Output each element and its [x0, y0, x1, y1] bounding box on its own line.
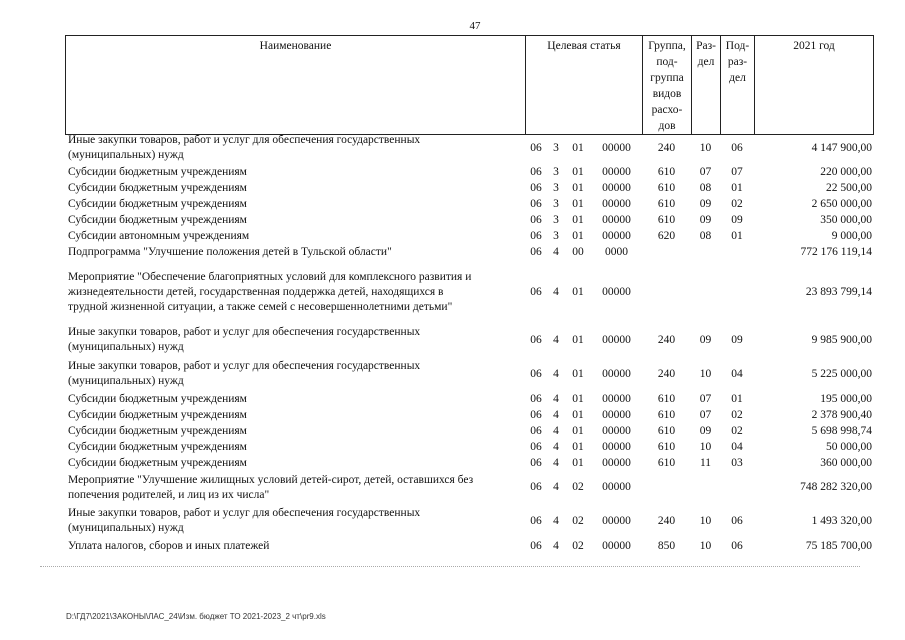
row-name-line: (муниципальных) нужд: [68, 522, 184, 534]
expense-group-code: 240: [657, 367, 676, 380]
target-code-event: 01: [572, 456, 584, 469]
expense-group-code: 610: [657, 392, 676, 405]
target-code-program: 06: [530, 285, 542, 298]
target-code-direction: 00000: [602, 333, 631, 346]
row-name-line: Субсидии бюджетным учреждениям: [68, 456, 247, 469]
row-name: [65, 212, 525, 228]
table-row: [65, 261, 873, 323]
target-code-program: 06: [530, 440, 542, 453]
row-name-line: Иные закупки товаров, работ и услуг для обеспечения государственных: [68, 507, 421, 519]
section-code: 07: [699, 392, 712, 405]
target-code-program: 06: [530, 408, 542, 421]
table-row: [65, 212, 873, 228]
row-name: [65, 228, 525, 244]
row-name-line: Субсидии бюджетным учреждениям: [68, 181, 247, 194]
target-code-direction: 00000: [602, 440, 631, 453]
budget-table: [65, 132, 873, 555]
expense-group-code: 610: [657, 181, 676, 194]
row-name: [65, 164, 525, 180]
amount-2021: 772 176 119,14: [800, 246, 872, 258]
target-code-program: 06: [530, 229, 542, 242]
row-name: [65, 538, 525, 555]
row-name: [65, 423, 525, 439]
section-code: 09: [699, 197, 712, 210]
header-expense-group: [643, 36, 692, 135]
row-name: [65, 323, 525, 357]
subsection-code: 01: [731, 392, 743, 405]
table-row: [65, 244, 873, 261]
target-code-program: 06: [530, 333, 542, 346]
target-code-subprogram: 4: [553, 440, 559, 453]
section-code: 10: [699, 440, 712, 453]
subsection-code: 06: [731, 514, 743, 527]
row-name-line: Иные закупки товаров, работ и услуг для обеспечения государственных: [68, 134, 421, 146]
expense-group-code: 240: [657, 514, 676, 527]
section-code: 10: [699, 141, 712, 154]
amount-2021: 75 185 700,00: [805, 540, 872, 552]
header-line: дов: [658, 120, 676, 132]
target-code-subprogram: 3: [553, 197, 559, 210]
header-line: Раз-: [696, 40, 716, 52]
row-name-line: Субсидии бюджетным учреждениям: [68, 424, 247, 437]
target-code-event: 01: [572, 424, 584, 437]
target-code-direction: 00000: [602, 367, 631, 380]
section-code: 09: [699, 424, 712, 437]
target-code-event: 01: [572, 229, 584, 242]
row-name-line: жизнедеятельности детей, государственная поддержка детей, находящихся в: [68, 285, 444, 298]
expense-group-code: 610: [657, 440, 676, 453]
expense-group-code: 240: [657, 141, 676, 154]
header-line: видов: [652, 88, 682, 100]
amount-2021: 9 000,00: [831, 229, 872, 242]
target-code-event: 01: [572, 367, 584, 380]
row-name-line: Иные закупки товаров, работ и услуг для обеспечения государственных: [68, 360, 421, 372]
row-name: [65, 391, 525, 407]
amount-2021: 2 378 900,40: [811, 408, 872, 421]
expense-group-code: [642, 261, 691, 323]
target-code-event: 02: [572, 481, 584, 493]
header-line: раз-: [727, 56, 748, 68]
amount-2021: 22 500,00: [826, 181, 872, 194]
expense-group-code: [642, 244, 691, 261]
header-subsection: [721, 36, 755, 135]
target-code-event: 01: [572, 141, 584, 154]
target-code-subprogram: 4: [553, 392, 559, 405]
section-code: 09: [699, 333, 712, 346]
section-code: 09: [699, 213, 712, 226]
row-name: [65, 132, 525, 164]
table-row: [65, 439, 873, 455]
target-code-subprogram: 4: [553, 514, 559, 527]
table-row: [65, 180, 873, 196]
target-code-direction: 00000: [602, 285, 631, 298]
subsection-code: 03: [731, 456, 743, 469]
target-code-subprogram: 3: [553, 181, 559, 194]
table-row: [65, 391, 873, 407]
section-code: 08: [699, 181, 712, 194]
target-code-program: 06: [530, 181, 542, 194]
target-code-event: 00: [572, 246, 584, 258]
target-code-program: 06: [530, 424, 542, 437]
row-name-line: Субсидии бюджетным учреждениям: [68, 392, 247, 405]
table-row: [65, 357, 873, 391]
table-row: [65, 455, 873, 471]
row-name: [65, 439, 525, 455]
target-code-subprogram: 4: [553, 456, 559, 469]
amount-2021: 50 000,00: [826, 440, 872, 453]
target-code-subprogram: 3: [553, 165, 559, 178]
row-name: [65, 407, 525, 423]
target-code-direction: 00000: [602, 424, 631, 437]
target-code-event: 01: [572, 213, 584, 226]
target-code-subprogram: 3: [553, 229, 559, 242]
row-name-line: Мероприятие "Обеспечение благоприятных условий для комплексного развития и: [68, 270, 472, 283]
amount-2021: 350 000,00: [820, 213, 872, 226]
target-code-program: 06: [530, 213, 542, 226]
amount-2021: 4 147 900,00: [811, 141, 872, 154]
table-row: [65, 407, 873, 423]
target-code-subprogram: 4: [553, 540, 559, 552]
section-code: [691, 244, 720, 261]
row-name: [65, 357, 525, 391]
subsection-code: 04: [731, 440, 743, 453]
table-row: [65, 164, 873, 180]
row-name-line: Субсидии бюджетным учреждениям: [68, 408, 247, 421]
row-name-line: Субсидии автономным учреждениям: [68, 229, 250, 242]
target-code-subprogram: 3: [553, 213, 559, 226]
expense-group-code: 610: [657, 408, 676, 421]
target-code-program: 06: [530, 540, 542, 552]
row-name: [65, 196, 525, 212]
page-number: 47: [469, 20, 481, 32]
target-code-program: 06: [530, 197, 542, 210]
amount-2021: 748 282 320,00: [800, 481, 872, 493]
target-code-direction: 00000: [602, 197, 631, 210]
target-code-direction: 00000: [602, 456, 631, 469]
header-name: Наименование: [66, 36, 526, 135]
row-name: [65, 261, 525, 323]
target-code-event: 01: [572, 408, 584, 421]
header-target-article: Целевая статья: [526, 36, 643, 135]
row-name-line: Мероприятие "Улучшение жилищных условий детей-сирот, детей, оставшихся без: [68, 473, 474, 486]
expense-group-code: 610: [657, 197, 676, 210]
target-code-event: 01: [572, 333, 584, 346]
row-name-line: трудной жизненной ситуации, а также семей с несовершеннолетними детьми": [68, 300, 453, 313]
row-name-line: (муниципальных) нужд: [68, 375, 184, 387]
expense-group-code: 850: [657, 540, 676, 552]
table-row: [65, 538, 873, 555]
target-code-direction: 00000: [602, 213, 631, 226]
header-section: [692, 36, 721, 135]
target-code-program: 06: [530, 392, 542, 405]
header-line: дел: [729, 72, 746, 84]
scan-artifact-line: [40, 566, 860, 568]
row-name-line: попечения родителей, и лиц из их числа": [68, 488, 270, 501]
target-code-subprogram: 3: [553, 141, 559, 154]
section-code: 10: [699, 514, 712, 527]
target-code-direction: 00000: [602, 481, 631, 493]
expense-group-code: 610: [657, 165, 676, 178]
target-code-direction: 0000: [605, 246, 628, 258]
target-code-direction: 00000: [602, 514, 631, 527]
row-name: [65, 455, 525, 471]
target-code-program: 06: [530, 481, 542, 493]
target-code-event: 01: [572, 285, 584, 298]
section-code: 08: [699, 229, 712, 242]
target-code-event: 01: [572, 440, 584, 453]
subsection-code: 09: [731, 213, 743, 226]
target-code-direction: 00000: [602, 165, 631, 178]
section-code: 07: [699, 165, 712, 178]
target-code-program: 06: [530, 367, 542, 380]
header-line: группа: [650, 72, 684, 84]
target-code-event: 02: [572, 514, 584, 527]
table-row: [65, 228, 873, 244]
header-line: под-: [656, 56, 678, 68]
footer-file-path: D:\ГД7\2021\ЗАКОНЫ\ЛАС_24\Изм. бюджет ТО 2021-2023_2 чт\pr9.xls: [66, 612, 326, 621]
row-name: [65, 180, 525, 196]
subsection-code: 02: [731, 424, 743, 437]
subsection-code: 01: [731, 181, 743, 194]
target-code-event: 01: [572, 197, 584, 210]
target-code-direction: 00000: [602, 408, 631, 421]
header-line: дел: [697, 56, 715, 68]
subsection-code: 01: [731, 229, 743, 242]
subsection-code: [720, 244, 754, 261]
target-code-direction: 00000: [602, 392, 631, 405]
subsection-code: 06: [731, 141, 743, 154]
row-name-line: Субсидии бюджетным учреждениям: [68, 440, 247, 453]
row-name-line: Субсидии бюджетным учреждениям: [68, 197, 247, 210]
table-row: [65, 323, 873, 357]
row-name: [65, 244, 525, 261]
row-name-line: Иные закупки товаров, работ и услуг для обеспечения государственных: [68, 326, 421, 338]
header-line: Группа,: [648, 40, 686, 52]
target-code-direction: 00000: [602, 141, 631, 154]
row-name-line: Уплата налогов, сборов и иных платежей: [68, 540, 270, 552]
target-code-direction: 00000: [602, 229, 631, 242]
amount-2021: 5 225 000,00: [811, 367, 872, 380]
amount-2021: 2 650 000,00: [811, 197, 872, 210]
table-header: [65, 35, 874, 135]
table-row: [65, 471, 873, 504]
section-code: 11: [699, 456, 712, 469]
table-row: [65, 423, 873, 439]
subsection-code: [720, 261, 754, 323]
expense-group-code: 610: [657, 424, 676, 437]
row-name-line: (муниципальных) нужд: [68, 341, 184, 353]
section-code: 07: [699, 408, 712, 421]
section-code: 10: [699, 367, 712, 380]
target-code-direction: 00000: [602, 181, 631, 194]
subsection-code: [720, 471, 754, 504]
target-code-subprogram: 4: [553, 367, 559, 380]
section-code: [691, 261, 720, 323]
header-year: 2021 год: [755, 36, 874, 135]
header-line: расхо-: [651, 104, 683, 116]
subsection-code: 09: [731, 333, 743, 346]
amount-2021: 23 893 799,14: [805, 285, 872, 298]
target-code-event: 01: [572, 165, 584, 178]
amount-2021: 195 000,00: [820, 392, 872, 405]
target-code-subprogram: 4: [553, 285, 559, 298]
header-line: Под-: [725, 40, 750, 52]
table-row: [65, 196, 873, 212]
table-row: [65, 132, 873, 164]
amount-2021: 220 000,00: [820, 165, 872, 178]
subsection-code: 06: [731, 540, 743, 552]
subsection-code: 02: [731, 197, 743, 210]
target-code-subprogram: 4: [553, 481, 559, 493]
expense-group-code: 620: [657, 229, 676, 242]
amount-2021: 9 985 900,00: [811, 333, 872, 346]
row-name-line: Субсидии бюджетным учреждениям: [68, 165, 247, 178]
target-code-program: 06: [530, 141, 542, 154]
target-code-subprogram: 4: [553, 333, 559, 346]
target-code-program: 06: [530, 246, 542, 258]
target-code-subprogram: 4: [553, 424, 559, 437]
expense-group-code: [642, 471, 691, 504]
table-row: [65, 504, 873, 538]
section-code: [691, 471, 720, 504]
target-code-program: 06: [530, 165, 542, 178]
row-name-line: Подпрограмма "Улучшение положения детей в Тульской области": [68, 246, 392, 258]
amount-2021: 360 000,00: [820, 456, 872, 469]
amount-2021: 1 493 320,00: [811, 514, 872, 527]
row-name: [65, 504, 525, 538]
target-code-event: 01: [572, 392, 584, 405]
target-code-program: 06: [530, 514, 542, 527]
target-code-subprogram: 4: [553, 246, 559, 258]
row-name-line: (муниципальных) нужд: [68, 149, 184, 161]
subsection-code: 07: [731, 165, 743, 178]
expense-group-code: 240: [657, 333, 676, 346]
row-name: [65, 471, 525, 504]
amount-2021: 5 698 998,74: [811, 424, 872, 437]
expense-group-code: 610: [657, 456, 676, 469]
section-code: 10: [699, 540, 712, 552]
expense-group-code: 610: [657, 213, 676, 226]
target-code-program: 06: [530, 456, 542, 469]
subsection-code: 04: [731, 367, 743, 380]
row-name-line: Субсидии бюджетным учреждениям: [68, 213, 247, 226]
subsection-code: 02: [731, 408, 743, 421]
target-code-direction: 00000: [602, 540, 631, 552]
target-code-subprogram: 4: [553, 408, 559, 421]
target-code-event: 02: [572, 540, 584, 552]
target-code-event: 01: [572, 181, 584, 194]
